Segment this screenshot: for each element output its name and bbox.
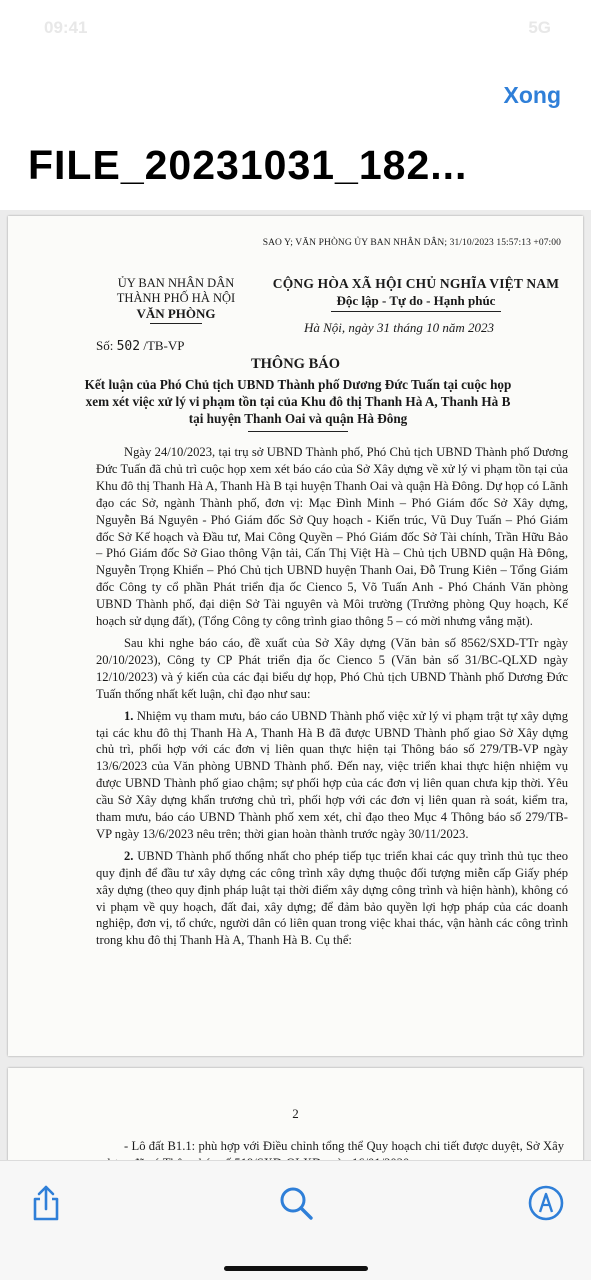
file-title: FILE_20231031_182... xyxy=(28,142,468,188)
search-button[interactable] xyxy=(276,1183,316,1223)
paragraph-3-number: 1. xyxy=(124,708,134,723)
so-number: 502 xyxy=(116,339,141,354)
paragraph-4-text: UBND Thành phố thống nhất cho phép tiếp tục triển khai các quy trình thủ tục theo quy định để đầu tư xây dựng các công trình xây dựng thuộc đối tượng miễn cấp Giấy phép xây dựng (theo quy định pháp luật tại thời điểm xây dựng công trình và hiện hành), không có vi phạm về quy hoạch, đất đai, xây dựng; để đảm bảo quyền lợi hợp pháp của các doanh nghiệp, đơn vị, tổ chức, người dân có liên quan trong việc khai thác, vận hành các công trình trong khu đô thị Thanh Hà A, Thanh Hà B. Cụ thể: xyxy=(96,848,568,948)
paragraph-2: Sau khi nghe báo cáo, đề xuất của Sở Xây dựng (Văn bản số 8562/SXD-TTr ngày 20/10/2023), Công ty CP Phát triển địa ốc Cienco 5 (Văn bản số 31/BC-QLXD ngày 12/10/2023) và ý kiến của các đại biểu dự họp, Phó Chủ tịch UBND Thành phố Dương Đức Tuấn thống nhất kết luận, chỉ đạo như sau: xyxy=(96,635,568,701)
issuer-underline xyxy=(150,323,202,324)
paragraph-3-text: Nhiệm vụ tham mưu, báo cáo UBND Thành phố việc xử lý vi phạm trật tự xây dựng tại các khu đô thị Thanh Hà A, Thanh Hà B đã được UBND Thành phố giao Sở Xây dựng chủ trì, phối hợp với các đơn vị liên quan thực hiện tại Thông báo số 279/TB-VP ngày 13/6/2023 của Văn phòng UBND Thành phố. Đến nay, việc triển khai thực hiện nhiệm vụ được UBND Thành phố giao chậm; sự phối hợp của các đơn vị liên quan chưa kịp thời. Yêu cầu Sở Xây dựng khẩn trương chủ trì, phối hợp với các đơn vị liên quan rà soát, kiểm tra, tham mưu, báo cáo UBND Thành phố xem xét, chỉ đạo theo Mục 4 Thông báo số 279/TB-VP ngày 13/6/2023 nêu trên; thời gian hoàn thành trước ngày 30/11/2023. xyxy=(96,708,568,841)
home-indicator[interactable] xyxy=(224,1266,368,1271)
document-page-1 xyxy=(8,216,583,1056)
paragraph-4 xyxy=(96,848,568,949)
paragraph-3 xyxy=(96,708,568,843)
copy-stamp: SAO Y; VĂN PHÒNG ỦY BAN NHÂN DÂN; 31/10/2023 15:57:13 +07:00 xyxy=(262,238,561,248)
search-icon xyxy=(276,1183,316,1223)
document-title: THÔNG BÁO xyxy=(250,356,341,372)
subject-line-3: tại huyện Thanh Oai và quận Hà Đông xyxy=(188,411,408,426)
paragraph-1: Ngày 24/10/2023, tại trụ sở UBND Thành phố, Phó Chủ tịch UBND Thành phố Dương Đức Tuấn đã chủ trì cuộc họp xem xét báo cáo của Sở Xây dựng về xử lý vi phạm tồn tại của Khu đô thị Thanh Hà A, Thanh Hà B tại huyện Thanh Oai và quận Hà Đông. Dự họp có Lãnh đạo các Sở, ngành Thành phố, đơn vị: Mạc Đình Minh – Phó Giám đốc Sở Xây dựng, Nguyễn Bá Nguyên - Phó Giám đốc Sở Quy hoạch - Kiến trúc, Vũ Duy Tuấn – Phó Giám đốc Sở Kế hoạch và Đầu tư, Mai Công Quyền – Phó Giám đốc Sở Tài chính, Trần Hữu Bảo – Phó Giám đốc Sở Giao thông Vận tải, Cấn Thị Việt Hà – Chủ tịch UBND quận Hà Đông, Nguyễn Trọng Khiển – Phó Chủ tịch UBND huyện Thanh Oai, Đỗ Trung Kiên – Tổng Giám đốc Công ty cổ phần Phát triển địa ốc Cienco 5, Võ Tuấn Anh - Phó Chánh Văn phòng UBND Thành phố, đại diện Sở Tài nguyên và Môi trường (Trưởng phòng Quy hoạch, Kế hoạch sử dụng đất), (Tổng Công ty công trình giao thông 5 – có mời nhưng vắng mặt). xyxy=(96,445,569,629)
status-bar xyxy=(0,0,591,60)
bottom-toolbar xyxy=(0,1160,591,1280)
national-header xyxy=(266,276,566,312)
date-prefix: Hà Nội, ngày xyxy=(304,320,374,335)
subject-line-2: xem xét việc xử lý vi phạm tồn tại của Khu đô thị Thanh Hà A, Thanh Hà B xyxy=(85,394,511,409)
issuer-line-2: THÀNH PHỐ HÀ NỘI xyxy=(116,291,236,305)
status-time: 09:41 xyxy=(44,18,88,37)
done-button[interactable]: Xong xyxy=(503,82,561,108)
document-viewer[interactable] xyxy=(0,210,591,1160)
markup-icon xyxy=(526,1183,566,1223)
issuer-line-3: VĂN PHÒNG xyxy=(136,306,216,321)
date-year: năm 2023 xyxy=(442,320,494,335)
markup-button[interactable] xyxy=(526,1183,566,1223)
share-button[interactable] xyxy=(26,1183,66,1223)
page-number: 2 xyxy=(292,1106,299,1121)
date-month-label: tháng xyxy=(393,320,423,335)
share-icon xyxy=(26,1183,66,1223)
so-label: Số: xyxy=(96,338,114,353)
date-month: 10 xyxy=(426,320,440,335)
page-2-text: - Lô đất B1.1: phù hợp với Điều chỉnh tổng thể Quy hoạch chi tiết được duyệt, Sở Xây xyxy=(124,1139,564,1153)
subject-line-1: Kết luận của Phó Chủ tịch UBND Thành phố Dương Đức Tuấn tại cuộc họp xyxy=(84,377,512,392)
document-body xyxy=(96,444,568,954)
issue-date xyxy=(304,320,494,336)
issuer-line-1: ỦY BAN NHÂN DÂN xyxy=(117,276,235,290)
so-suffix: /TB-VP xyxy=(143,338,185,353)
date-day: 31 xyxy=(376,320,390,335)
issuer-header xyxy=(96,276,256,324)
status-signal: 5G xyxy=(528,18,551,37)
nation-name: CỘNG HÒA XÃ HỘI CHỦ NGHĨA VIỆT NAM xyxy=(272,276,560,291)
subject-underline xyxy=(248,431,348,432)
document-subject xyxy=(48,376,548,427)
document-number xyxy=(96,338,185,354)
paragraph-4-number: 2. xyxy=(124,848,134,863)
motto-underline xyxy=(331,311,501,312)
national-motto: Độc lập - Tự do - Hạnh phúc xyxy=(336,293,496,308)
